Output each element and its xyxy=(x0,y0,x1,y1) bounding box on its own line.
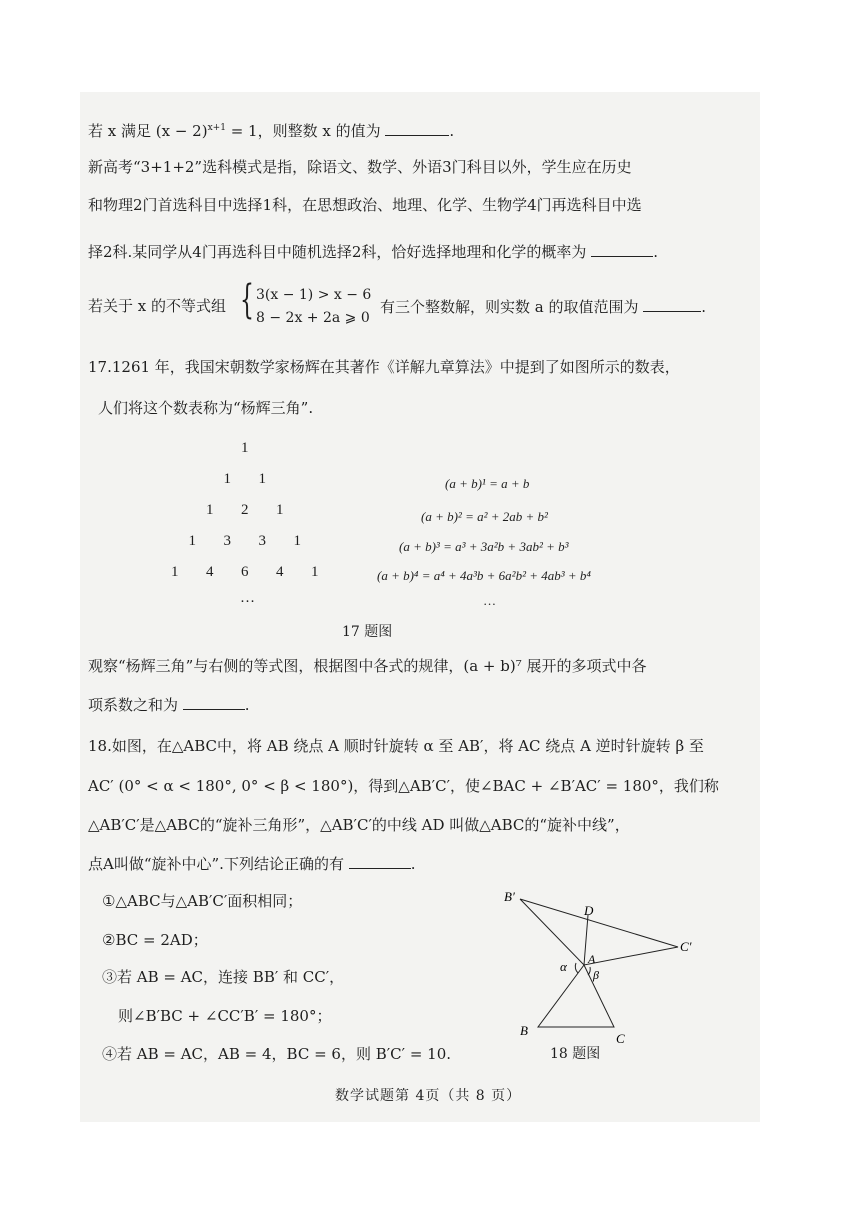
q17-end: . xyxy=(244,696,250,714)
answer-blank[interactable] xyxy=(385,120,449,136)
question-18-line4 xyxy=(88,853,416,874)
question-17-line1: 17.1261 年，我国宋朝数学家杨辉在其著作《详解九章算法》中提到了如图所示的数表， xyxy=(88,358,680,376)
question-17-line3: 观察“杨辉三角”与右侧的等式图，根据图中各式的规律，(a + b)⁷ 展开的多项式中各 xyxy=(88,657,647,675)
q15-end: . xyxy=(653,243,658,261)
q14-exponent: x+1 xyxy=(207,123,226,133)
conclusion-1: ①△ABC与△AB′C′面积相同； xyxy=(102,892,303,910)
q16-end: . xyxy=(701,298,707,316)
triangle-number: 1 xyxy=(171,564,179,580)
conclusion-3: ③若 AB = AC，连接 BB′ 和 CC′， xyxy=(102,968,345,986)
label-b: B xyxy=(520,1023,528,1038)
page-footer: 数学试题第 4页（共 8 页） xyxy=(335,1088,522,1104)
triangle-number: 2 xyxy=(241,502,249,518)
brace-icon: { xyxy=(240,277,254,323)
question-18-line1: 18.如图，在△ABC中，将 AB 绕点 A 顺时针旋转 α 至 AB′，将 AC 绕点 A 逆时针旋转 β 至 xyxy=(88,737,704,755)
q15-line3-text: 择2科.某同学从4门再选科目中随机选择2科，恰好选择地理和化学的概率为 xyxy=(88,243,587,261)
q18-line4-text: 点A叫做“旋补中心”.下列结论正确的有 xyxy=(88,855,344,873)
answer-blank[interactable] xyxy=(349,853,411,869)
expansion-2: (a + b)² = a² + 2ab + b² xyxy=(421,509,548,524)
q17-line4-text: 项系数之和为 xyxy=(88,696,179,714)
expansion-1: (a + b)¹ = a + b xyxy=(445,476,530,491)
question-16-suffix xyxy=(380,296,706,317)
figure-17-caption: 17 题图 xyxy=(342,624,393,640)
triangle-number: 1 xyxy=(311,564,319,580)
triangle-number: 1 xyxy=(293,533,301,549)
label-a: A xyxy=(588,952,596,966)
triangle-number: 1 xyxy=(276,502,284,518)
triangle-number: 3 xyxy=(223,533,231,549)
answer-blank[interactable] xyxy=(183,694,245,710)
question-16-prefix: 若关于 x 的不等式组 xyxy=(88,297,226,315)
angle-alpha-arc xyxy=(575,963,578,973)
triangle-number: 6 xyxy=(241,564,249,580)
angle-beta-arc xyxy=(588,967,590,975)
question-15-line1: 新高考“3+1+2”选科模式是指，除语文、数学、外语3门科目以外，学生应在历史 xyxy=(88,158,632,176)
triangle-number: 1 xyxy=(206,502,214,518)
expansion-3: (a + b)³ = a³ + 3a²b + 3ab² + b³ xyxy=(399,539,569,554)
label-c-prime: C′ xyxy=(680,939,692,954)
triangle-number: 1 xyxy=(223,471,231,487)
answer-blank[interactable] xyxy=(591,241,653,257)
triangle-number: 1 xyxy=(188,533,196,549)
question-17-line2: 人们将这个数表称为“杨辉三角”. xyxy=(98,399,314,417)
triangle-number: 1 xyxy=(258,471,266,487)
inequality-2: 8 − 2x + 2a ⩾ 0 xyxy=(256,310,370,326)
question-18-line3: △AB′C′是△ABC的“旋补三角形”，△AB′C′的中线 AD 叫做△ABC的“旋补中线”， xyxy=(88,816,630,834)
q18-end: . xyxy=(410,855,416,873)
triangle-number: 4 xyxy=(206,564,214,580)
label-c: C xyxy=(616,1031,625,1046)
expansion-4: (a + b)⁴ = a⁴ + 4a³b + 6a²b² + 4ab³ + b⁴ xyxy=(377,568,591,583)
answer-blank[interactable] xyxy=(643,296,701,312)
figure-18-diagram xyxy=(496,885,696,1055)
question-14 xyxy=(88,118,454,141)
label-alpha: α xyxy=(560,959,567,974)
expansion-dots: … xyxy=(484,593,496,608)
figure-18-caption: 18 题图 xyxy=(550,1046,601,1062)
triangle-dots: … xyxy=(240,590,255,606)
conclusion-2: ②BC = 2AD； xyxy=(102,931,208,949)
triangle-number: 3 xyxy=(258,533,266,549)
inequality-1: 3(x − 1) > x − 6 xyxy=(256,287,372,303)
question-17-line4 xyxy=(88,694,250,715)
q14-end: . xyxy=(449,122,455,140)
question-18-line2: AC′ (0° < α < 180°, 0° < β < 180°)，得到△AB′C′，使∠BAC + ∠B′AC′ = 180°，我们称 xyxy=(88,777,719,795)
label-b-prime: B′ xyxy=(504,889,515,904)
conclusion-3-cont: 则∠B′BC + ∠CC′B′ = 180°； xyxy=(118,1007,332,1025)
q14-text-after: = 1，则整数 x 的值为 xyxy=(225,122,381,140)
label-d: D xyxy=(584,903,594,918)
label-beta: β xyxy=(593,968,599,982)
q14-text: 若 x 满足 (x − 2) xyxy=(88,122,208,140)
conclusion-4: ④若 AB = AC，AB = 4，BC = 6，则 B′C′ = 10. xyxy=(102,1045,452,1063)
question-15-line2: 和物理2门首选科目中选择1科，在思想政治、地理、化学、生物学4门再选科目中选 xyxy=(88,196,642,214)
triangle-abc xyxy=(538,965,614,1027)
triangle-number: 1 xyxy=(241,440,249,456)
triangle-number: 4 xyxy=(276,564,284,580)
question-15-line3 xyxy=(88,241,658,262)
triangle-ab1c1 xyxy=(520,899,678,965)
q16-suffix-text: 有三个整数解，则实数 a 的取值范围为 xyxy=(380,298,639,316)
